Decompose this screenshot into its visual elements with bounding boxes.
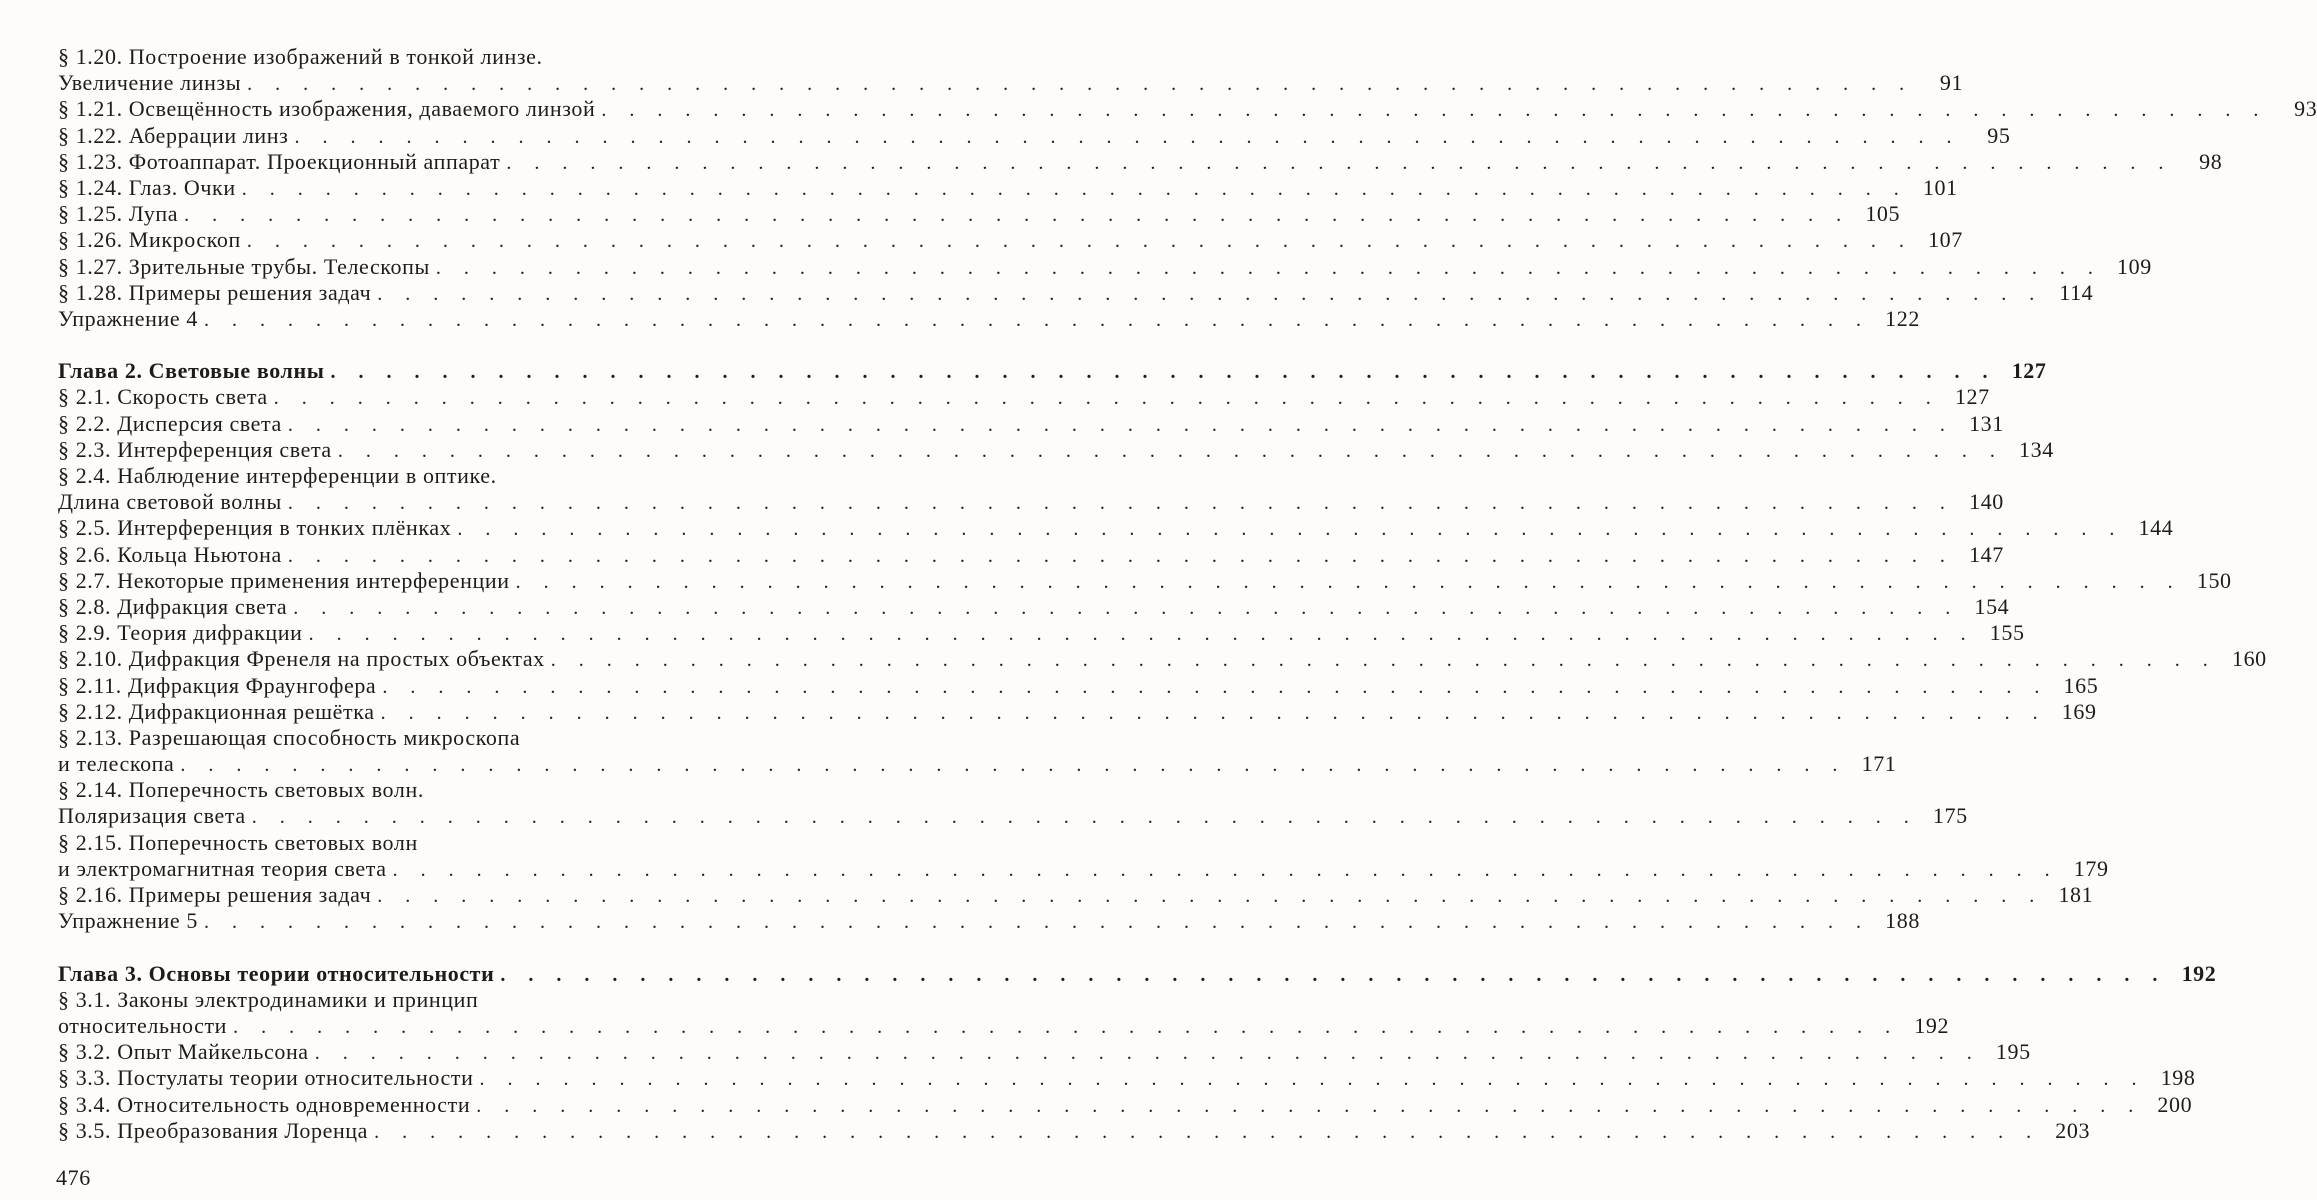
toc-entry [58, 1012, 1950, 1039]
toc-page-number: 165 [2063, 672, 2099, 698]
toc-entry [58, 593, 2010, 620]
toc-page-number: 98 [2199, 148, 2223, 174]
toc-entry-title: и электромагнитная теория света [58, 855, 387, 881]
dot-leader: . . . . . . . . . . . . . . . . . . . . . . . . . . . . . . . . . . . . . . . . . . . . . . . . . . . . . . . . . . . . [246, 230, 1913, 253]
dot-leader: . . . . . . . . . . . . . . . . . . . . . . . . . . . . . . . . . . . . . . . . . . . . . . . . . . . . . . . . . . . . [247, 73, 1914, 96]
dot-leader: . . . . . . . . . . . . . . . . . . . . . . . . . . . . . . . . . . . . . . . . . . . . . . . . . . . . . . . . . . . . [180, 754, 1847, 777]
toc-entry [58, 305, 1920, 332]
toc-entry-title: Поляризация света [58, 803, 246, 829]
dot-leader: . . . . . . . . . . . . . . . . . . . . . . . . . . . . . . . . . . . . . . . . . . . . . . . . . . . . . . . . . . . . [374, 1120, 2041, 1143]
toc-page-number: 160 [2231, 646, 2267, 672]
toc-entry [58, 1065, 2196, 1091]
toc-entry-title: § 2.11. Дифракция Фраунгофера [58, 672, 377, 698]
dot-leader: . . . . . . . . . . . . . . . . . . . . . . . . . . . . . . . . . . . . . . . . . . . . . . . . . . . . . . . . . . . . [233, 1015, 1900, 1038]
toc-entry-title: § 1.23. Фотоаппарат. Проекционный аппарат [58, 148, 501, 174]
toc-entry [58, 122, 2011, 149]
toc-page-number: 188 [1885, 908, 1920, 934]
toc-entry [58, 1039, 2031, 1065]
toc-page-number: 114 [2059, 279, 2094, 305]
toc-entry [58, 646, 2267, 672]
toc-page-number: 144 [2138, 515, 2174, 541]
toc-page-number: 192 [2181, 960, 2217, 986]
toc-entry [58, 96, 2317, 122]
toc-page-number: 91 [1939, 70, 1964, 96]
toc-entry [58, 279, 2094, 306]
toc-page-number: 105 [1865, 201, 1901, 227]
toc-entry [58, 751, 1897, 777]
toc-page-number: 93 [2294, 96, 2317, 122]
toc-entry [58, 463, 862, 489]
dot-leader: . . . . . . . . . . . . . . . . . . . . . . . . . . . . . . . . . . . . . . . . . . . . . . . . . . . . . . . . . . . . [382, 675, 2049, 698]
dot-leader: . . . . . . . . . . . . . . . . . . . . . . . . . . . . . . . . . . . . . . . . . . . . . . . . . . . . . . . . . . . . [184, 204, 1851, 227]
section-gap [58, 934, 862, 960]
dot-leader: . . . . . . . . . . . . . . . . . . . . . . . . . . . . . . . . . . . . . . . . . . . . . . . . . . . . . . . . . . . . [377, 885, 2044, 907]
toc-page-number: 95 [1987, 122, 2011, 148]
toc-page-number: 198 [2160, 1065, 2196, 1091]
toc-entry [58, 410, 2004, 437]
toc-entry [58, 567, 2232, 594]
dot-leader: . . . . . . . . . . . . . . . . . . . . . . . . . . . . . . . . . . . . . . . . . . . . . . . . . . . . . . . . . . . . [337, 439, 2004, 462]
toc-entry-title: § 2.16. Примеры решения задач [58, 882, 372, 907]
dot-leader: . . . . . . . . . . . . . . . . . . . . . . . . . . . . . . . . . . . . . . . . . . . . . . . . . . . . . . . . . . . . [377, 282, 2044, 305]
toc-chapter-entry [58, 358, 2047, 384]
toc-entry [58, 882, 2094, 908]
dot-leader: . . . . . . . . . . . . . . . . . . . . . . . . . . . . . . . . . . . . . . . . . . . . . . . . . . . . . . . . . . . . [287, 413, 1954, 436]
toc-entry-title: § 2.12. Дифракционная решётка [58, 698, 375, 724]
toc-page-number: 131 [1969, 410, 2004, 436]
toc-entry-title: § 3.5. Преобразования Лоренца [58, 1117, 369, 1143]
toc-entry [58, 201, 1901, 227]
toc-page-number: 107 [1928, 227, 1963, 253]
toc-entry [58, 515, 2174, 541]
toc-entry-title: § 3.3. Постулаты теории относительности [58, 1065, 474, 1091]
toc-entry-title: § 1.25. Лупа [58, 201, 179, 227]
page-number: 476 [56, 1165, 91, 1190]
toc-entry [58, 620, 2025, 646]
section-gap [58, 332, 862, 358]
toc-entry [58, 174, 1958, 201]
toc-page-number: 155 [1989, 620, 2025, 646]
dot-leader: . . . . . . . . . . . . . . . . . . . . . . . . . . . . . . . . . . . . . . . . . . . . . . . . . . . . . . . . . . . . [308, 623, 1975, 646]
dot-leader: . . . . . . . . . . . . . . . . . . . . . . . . . . . . . . . . . . . . . . . . . . . . . . . . . . . . . . . . . . . . [479, 1068, 2146, 1091]
toc-page-number: 134 [2019, 436, 2054, 462]
toc-entry-title: Упражнение 4 [58, 305, 198, 331]
toc-chapter-entry [58, 960, 2217, 987]
toc-entry-title: § 2.2. Дисперсия света [58, 410, 282, 436]
toc-entry-title: § 2.14. Поперечность световых волн. [58, 777, 424, 803]
toc-page-number: 154 [1974, 593, 2010, 619]
toc-entry-title: § 2.10. Дифракция Френеля на простых объектах [58, 646, 545, 672]
toc-entry-title: § 3.1. Законы электродинамики и принцип [58, 986, 479, 1012]
toc-entry [58, 1091, 2193, 1118]
toc-page-number: 150 [2196, 567, 2232, 593]
table-of-contents [58, 44, 2317, 1144]
toc-entry [58, 1117, 2091, 1144]
toc-page-number: 127 [1954, 384, 1990, 410]
toc-page-number: 101 [1922, 174, 1958, 200]
dot-leader: . . . . . . . . . . . . . . . . . . . . . . . . . . . . . . . . . . . . . . . . . . . . . . . . . . . . . . . . . . . . [500, 963, 2167, 986]
toc-entry-title: § 1.28. Примеры решения задач [58, 279, 372, 305]
dot-leader: . . . . . . . . . . . . . . . . . . . . . . . . . . . . . . . . . . . . . . . . . . . . . . . . . . . . . . . . . . . . [293, 596, 1960, 619]
dot-leader: . . . . . . . . . . . . . . . . . . . . . . . . . . . . . . . . . . . . . . . . . . . . . . . . . . . . . . . . . . . . [476, 1094, 2143, 1117]
toc-entry-title: § 2.9. Теория дифракции [58, 620, 303, 646]
toc-entry-title: § 2.1. Скорость света [58, 384, 268, 410]
toc-page-number: 200 [2157, 1091, 2193, 1117]
toc-page-number: 122 [1885, 305, 1920, 331]
toc-page-number: 203 [2055, 1117, 2091, 1143]
dot-leader: . . . . . . . . . . . . . . . . . . . . . . . . . . . . . . . . . . . . . . . . . . . . . . . . . . . . . . . . . . . . [506, 151, 2173, 174]
dot-leader: . . . . . . . . . . . . . . . . . . . . . . . . . . . . . . . . . . . . . . . . . . . . . . . . . . . . . . . . . . . . [330, 361, 1997, 384]
toc-entry [58, 803, 1968, 829]
toc-entry [58, 384, 1990, 410]
toc-entry-title: Увеличение линзы [58, 70, 242, 96]
toc-entry-title: § 1.26. Микроскоп [58, 227, 241, 253]
toc-entry-title: § 3.2. Опыт Майкельсона [58, 1039, 309, 1065]
dot-leader: . . . . . . . . . . . . . . . . . . . . . . . . . . . . . . . . . . . . . . . . . . . . . . . . . . . . . . . . . . . . [457, 518, 2124, 541]
dot-leader: . . . . . . . . . . . . . . . . . . . . . . . . . . . . . . . . . . . . . . . . . . . . . . . . . . . . . . . . . . . . [273, 387, 1940, 410]
toc-entry-title: § 2.3. Интерференция света [58, 436, 332, 462]
toc-page-number: 109 [2117, 253, 2152, 279]
dot-leader: . . . . . . . . . . . . . . . . . . . . . . . . . . . . . . . . . . . . . . . . . . . . . . . . . . . . . . . . . . . . [203, 911, 1870, 934]
toc-entry-title: § 2.13. Разрешающая способность микроскопа [58, 724, 521, 750]
toc-entry [58, 541, 2004, 568]
toc-page-number: 140 [1969, 489, 2004, 515]
toc-entry-title: Глава 2. Световые волны [58, 358, 325, 384]
toc-entry [58, 227, 1963, 253]
dot-leader: . . . . . . . . . . . . . . . . . . . . . . . . . . . . . . . . . . . . . . . . . . . . . . . . . . . . . . . . . . . . [287, 544, 1954, 567]
toc-entry-title: § 2.5. Интерференция в тонких плёнках [58, 515, 452, 541]
toc-entry-title: § 2.6. Кольца Ньютона [58, 541, 282, 567]
toc-entry-title: относительности [58, 1012, 228, 1038]
dot-leader: . . . . . . . . . . . . . . . . . . . . . . . . . . . . . . . . . . . . . . . . . . . . . . . . . . . . . . . . . . . . [287, 492, 1954, 515]
toc-entry-title: § 2.15. Поперечность световых волн [58, 829, 418, 855]
toc-entry-title: § 3.4. Относительность одновременности [58, 1091, 471, 1117]
toc-entry-title: и телескопа [58, 751, 175, 777]
toc-page-number: 192 [1914, 1012, 1950, 1038]
toc-entry-title: Глава 3. Основы теории относительности [58, 960, 495, 986]
dot-leader: . . . . . . . . . . . . . . . . . . . . . . . . . . . . . . . . . . . . . . . . . . . . . . . . . . . . . . . . . . . . [241, 177, 1908, 200]
toc-page-number: 169 [2061, 698, 2097, 724]
toc-page-number: 127 [2011, 358, 2047, 384]
toc-entry-title: § 2.8. Дифракция света [58, 593, 288, 619]
toc-entry [58, 855, 2109, 882]
dot-leader: . . . . . . . . . . . . . . . . . . . . . . . . . . . . . . . . . . . . . . . . . . . . . . . . . . . . . . . . . . . . [251, 806, 1918, 829]
toc-entry [58, 725, 862, 751]
toc-entry [58, 148, 2223, 175]
toc-entry-title: Длина световой волны [58, 489, 282, 515]
dot-leader: . . . . . . . . . . . . . . . . . . . . . . . . . . . . . . . . . . . . . . . . . . . . . . . . . . . . . . . . . . . . [380, 701, 2047, 724]
toc-page-number: 195 [1995, 1039, 2031, 1065]
dot-leader: . . . . . . . . . . . . . . . . . . . . . . . . . . . . . . . . . . . . . . . . . . . . . . . . . . . . . . . . . . . . [515, 570, 2182, 593]
toc-entry [58, 253, 2152, 280]
toc-page-number: 147 [1969, 541, 2004, 567]
toc-entry [58, 987, 862, 1013]
toc-entry-title: § 1.22. Аберрации линз [58, 122, 289, 148]
toc-entry [58, 908, 1920, 934]
toc-page-number: 179 [2073, 855, 2109, 881]
toc-entry [58, 70, 1964, 96]
toc-page-number: 171 [1861, 751, 1897, 777]
toc-entry [58, 698, 2097, 725]
toc-entry [58, 436, 2054, 463]
dot-leader: . . . . . . . . . . . . . . . . . . . . . . . . . . . . . . . . . . . . . . . . . . . . . . . . . . . . . . . . . . . . [294, 125, 1961, 148]
dot-leader: . . . . . . . . . . . . . . . . . . . . . . . . . . . . . . . . . . . . . . . . . . . . . . . . . . . . . . . . . . . . [314, 1042, 1981, 1065]
toc-entry [58, 44, 862, 70]
toc-entry-title: § 2.7. Некоторые применения интерференции [58, 567, 510, 593]
dot-leader: . . . . . . . . . . . . . . . . . . . . . . . . . . . . . . . . . . . . . . . . . . . . . . . . . . . . . . . . . . . . [601, 99, 2268, 122]
dot-leader: . . . . . . . . . . . . . . . . . . . . . . . . . . . . . . . . . . . . . . . . . . . . . . . . . . . . . . . . . . . . [550, 649, 2217, 672]
toc-entry [58, 777, 862, 803]
toc-page-number: 175 [1932, 803, 1968, 829]
toc-entry-title: § 1.24. Глаз. Очки [58, 174, 236, 200]
toc-entry [58, 672, 2099, 699]
toc-entry-title: Упражнение 5 [58, 908, 198, 934]
toc-entry-title: § 1.21. Освещённость изображения, даваемого линзой [58, 96, 596, 122]
toc-entry [58, 830, 862, 856]
toc-entry-title: § 2.4. Наблюдение интерференции в оптике. [58, 463, 497, 488]
dot-leader: . . . . . . . . . . . . . . . . . . . . . . . . . . . . . . . . . . . . . . . . . . . . . . . . . . . . . . . . . . . . [392, 858, 2059, 881]
dot-leader: . . . . . . . . . . . . . . . . . . . . . . . . . . . . . . . . . . . . . . . . . . . . . . . . . . . . . . . . . . . . [435, 256, 2102, 279]
toc-page-number: 181 [2058, 882, 2094, 907]
dot-leader: . . . . . . . . . . . . . . . . . . . . . . . . . . . . . . . . . . . . . . . . . . . . . . . . . . . . . . . . . . . . [203, 308, 1870, 331]
toc-entry-title: § 1.27. Зрительные трубы. Телескопы [58, 253, 430, 279]
toc-entry-title: § 1.20. Построение изображений в тонкой линзе. [58, 44, 543, 69]
toc-entry [58, 489, 2004, 515]
